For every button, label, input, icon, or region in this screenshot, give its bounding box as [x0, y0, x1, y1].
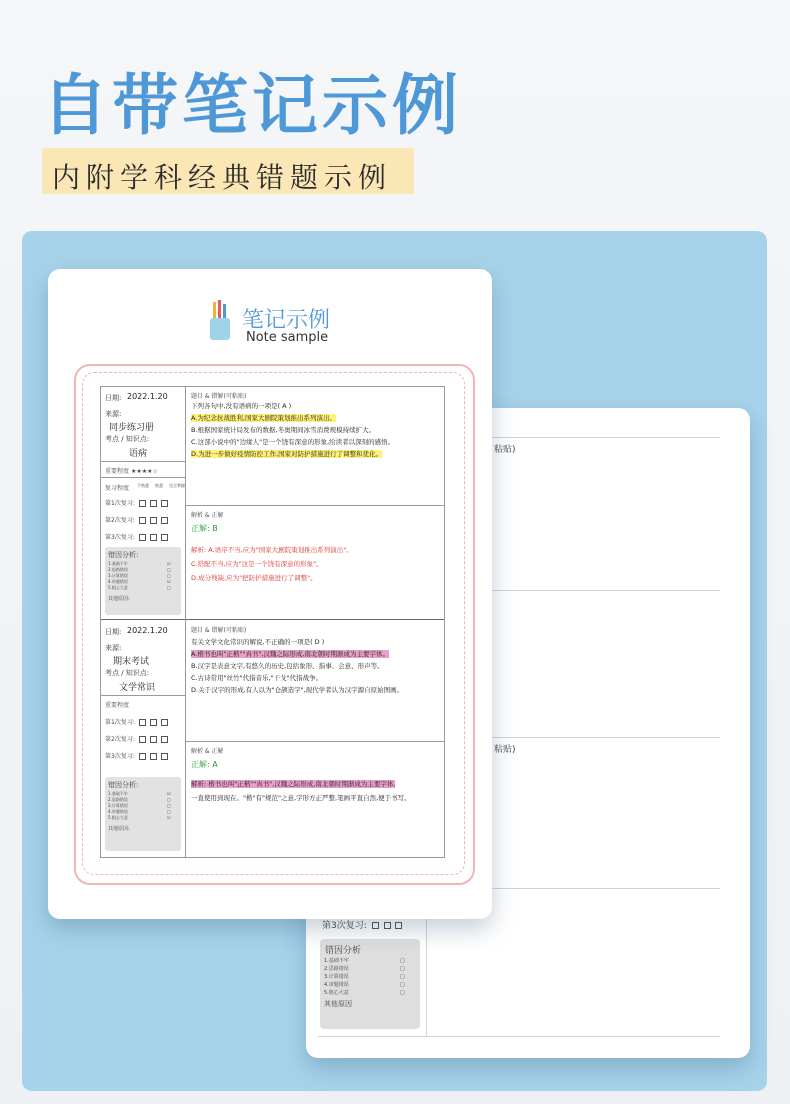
col-familiar: 熟悉 [155, 483, 163, 488]
note-heading: 笔记示例 [242, 308, 331, 333]
q-line: B.汉字是表意文字,有悠久的历史,包括象形、指事、会意、形声等。 [191, 662, 384, 670]
note-sheet [100, 386, 445, 858]
divider [318, 1036, 720, 1037]
date-label: 日期: [105, 394, 122, 402]
review2-row[interactable]: 第2次复习: [105, 734, 168, 743]
error-list: 1.基础不牢 2.思路错误 3.计算错误 4.审题错误 5.粗心大意 [108, 561, 128, 590]
importance-label: 重要程度 [105, 702, 130, 709]
entry1-answer: 正解: B [191, 524, 218, 533]
exam-point-label: 考点 / 知识点: [105, 435, 150, 443]
divider [492, 590, 720, 591]
analysis-title: 解析 & 正解 [191, 512, 224, 519]
source-label: 来源: [105, 410, 122, 418]
error-analysis-title: 错因分析 [325, 946, 362, 956]
review1-row[interactable]: 第1次复习: [105, 498, 168, 507]
other-reason-label: 其他原因 [324, 1000, 352, 1008]
note-heading-en: Note sample [246, 330, 329, 345]
a-line: C.搭配不当,应为"这是一个饶有深意的形象"。 [191, 560, 323, 568]
q-line: B.根据国家统计局发布的数据,冬奥期间冰雪消费规模持续扩大。 [191, 426, 376, 434]
review2-row[interactable]: 第2次复习: [105, 515, 168, 524]
divider [101, 695, 185, 696]
review3-row[interactable]: 第3次复习: [105, 751, 168, 760]
source-label: 来源: [105, 644, 122, 652]
error-analysis-title: 错因分析: [108, 781, 139, 789]
back-paste-label: 粘贴) [494, 745, 516, 755]
a-line: D.成分残缺,应为"把防护措施进行了调整"。 [191, 574, 317, 582]
divider [101, 477, 185, 478]
col-unfamiliar: 不熟悉 [137, 483, 149, 488]
entry2-date: 2022.1.20 [127, 626, 168, 635]
other-reason-label: 其他原因: [108, 826, 130, 832]
divider [185, 505, 444, 506]
importance-label: 重要程度 ★★★★☆ [105, 468, 158, 475]
divider [492, 737, 720, 738]
page-title: 自带笔记示例 [42, 67, 462, 144]
entry2-point: 文学常识 [119, 683, 156, 693]
error-list-b: 1.基础不牢 2.思路错误 3.计算错误 4.审题错误 5.粗心大意 [324, 958, 349, 996]
error-analysis-box-b [320, 939, 420, 1029]
review3-row[interactable]: 第3次复习: [105, 532, 168, 541]
question-title: 题目 & 错解(可粘贴) [191, 393, 247, 400]
entry2-answer: 正解: A [191, 760, 218, 769]
divider [492, 888, 720, 889]
col-done: 完全掌握 [169, 483, 185, 488]
a-line: 解析: 楷书也叫"正楷""真书",汉魏之际形成,南北朝时期渐成为主要字体, [191, 780, 396, 788]
importance-stars: ★★★★☆ [130, 468, 158, 475]
error-checkboxes[interactable]: ☑ □ □ □ ☑ [167, 791, 171, 820]
page-subtitle: 内附学科经典错题示例 [52, 161, 393, 194]
error-analysis-box [105, 547, 181, 615]
q-line: A.为纪念抗战胜利,国家大剧院策划推出系列演出。 [191, 414, 336, 422]
review1-row[interactable]: 第1次复习: [105, 717, 168, 726]
a-line: 解析: A.语序不当,应为"国家大剧院策划推出系列演出"。 [191, 546, 353, 554]
date-label: 日期: [105, 628, 122, 636]
back-paste-label: 粘贴) [494, 445, 516, 455]
analysis-title: 解析 & 正解 [191, 748, 224, 755]
a-line: 一直使用到现在。"楷"有"规范"之意,字形方正严整,笔画平直自然,便于书写。 [191, 794, 411, 802]
exam-point-label: 考点 / 知识点: [105, 669, 150, 677]
q-line: 有关文学文化常识的解说,不正确的一项是( D ) [191, 638, 325, 646]
q-line: D.关于汉字的形成,有人以为"仓颉造字",现代学者认为汉字源自原始图画。 [191, 686, 404, 694]
review-stage-label: 复习程度 [105, 485, 130, 492]
q-line: 下列各句中,没有语病的一项是( A ) [191, 402, 292, 410]
q-line: C.古诗常用"丝竹"代指音乐,"干戈"代指战争。 [191, 674, 323, 682]
q-line: A.楷书也叫"正楷""真书",汉魏之际形成,南北朝时期渐成为主要字体。 [191, 650, 389, 658]
other-reason-label: 其他原因: [108, 596, 130, 602]
entry1-point: 语病 [129, 449, 148, 459]
divider [492, 437, 720, 438]
entry1-date: 2022.1.20 [127, 392, 168, 401]
q-line: C.这部小说中的"边缘人"是一个饶有深意的形象,给读者以深刻的感悟。 [191, 438, 395, 446]
error-checkboxes[interactable]: ☑ □ □ ☑ □ [167, 561, 171, 590]
question-title: 题目 & 错解(可粘贴) [191, 627, 247, 634]
error-analysis-title: 错因分析: [108, 551, 139, 559]
divider [101, 461, 185, 462]
error-analysis-box [105, 777, 181, 851]
entry2-source: 期末考试 [113, 657, 150, 667]
entry1-source: 同步练习册 [109, 423, 155, 433]
error-list: 1.基础不牢 2.思路错误 3.计算错误 4.审题错误 5.粗心大意 [108, 791, 128, 820]
q-line: D.为进一步做好疫情防控工作,国家对防护措施进行了调整和优化。 [191, 450, 383, 458]
review3-label: 第3次复习: [322, 918, 402, 931]
divider [185, 741, 444, 742]
error-checkboxes-b[interactable]: □ □ □ □ □ [400, 958, 405, 996]
pencil-cup-icon [207, 300, 233, 342]
